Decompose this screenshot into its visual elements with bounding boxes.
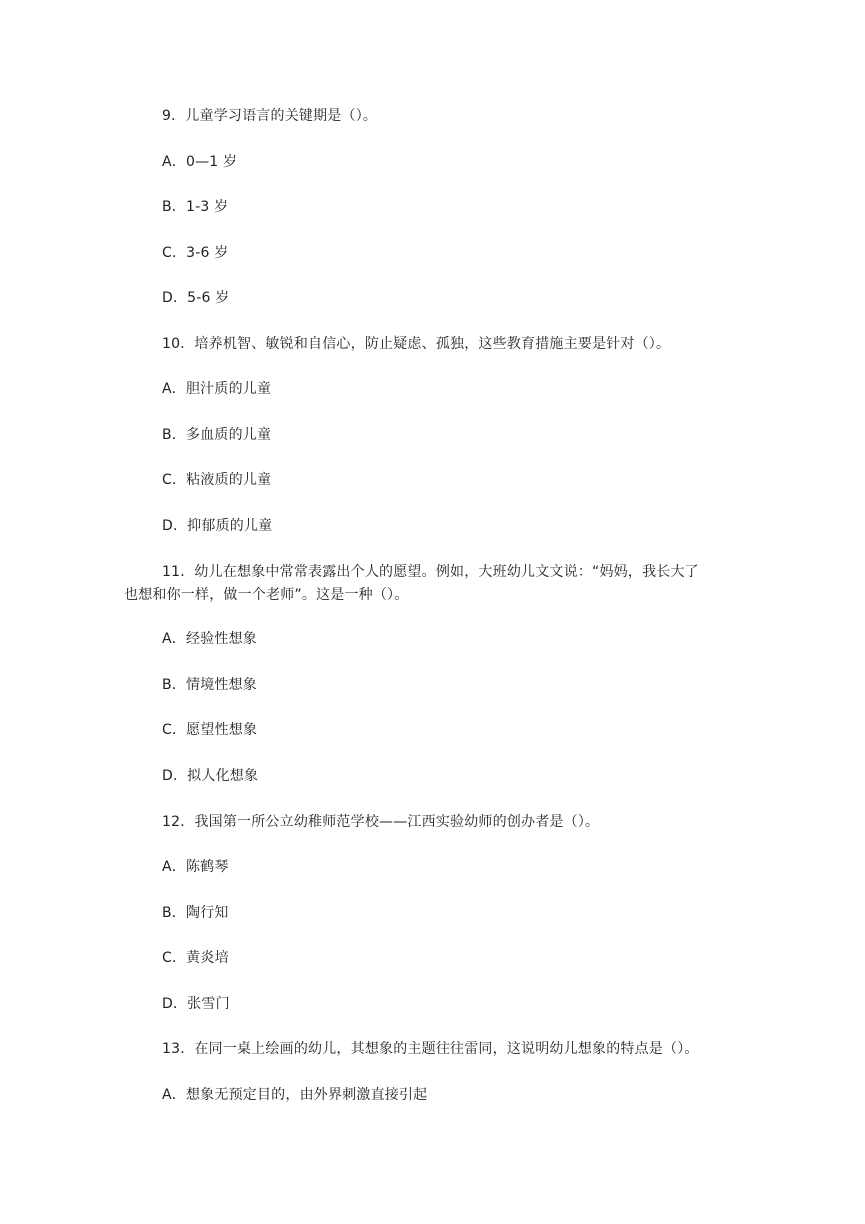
question-9-option-d: D．5-6 岁 — [162, 290, 230, 306]
question-9-option-b: B．1-3 岁 — [162, 199, 229, 215]
question-12-stem: 12．我国第一所公立幼稚师范学校——江西实验幼师的创办者是（）。 — [162, 814, 600, 830]
question-11-stem-line-2: 也想和你一样，做一个老师”。这是一种（）。 — [124, 587, 409, 603]
question-13-stem: 13．在同一桌上绘画的幼儿，其想象的主题往往雷同，这说明幼儿想象的特点是（）。 — [162, 1041, 699, 1057]
question-12-option-b: B．陶行知 — [162, 905, 229, 921]
question-9-stem: 9．儿童学习语言的关键期是（）。 — [162, 108, 378, 124]
question-12-option-c: C．黄炎培 — [162, 950, 229, 966]
question-10-stem: 10．培养机智、敏锐和自信心，防止疑虑、孤独，这些教育措施主要是针对（）。 — [162, 336, 671, 352]
question-11-option-a: A．经验性想象 — [162, 631, 257, 647]
question-12-option-a: A．陈鹤琴 — [162, 859, 229, 875]
question-10-option-b: B．多血质的儿童 — [162, 427, 272, 443]
question-10-option-d: D．抑郁质的儿童 — [162, 518, 273, 534]
question-9-option-a: A．0—1 岁 — [162, 154, 238, 170]
question-11-option-c: C．愿望性想象 — [162, 722, 258, 738]
question-12-option-d: D．张雪门 — [162, 996, 230, 1012]
question-10-option-c: C．粘液质的儿童 — [162, 472, 272, 488]
question-11-stem — [124, 561, 737, 607]
question-9-option-c: C．3-6 岁 — [162, 245, 229, 261]
question-10-option-a: A．胆汁质的儿童 — [162, 381, 272, 397]
question-13-option-a: A．想象无预定目的，由外界刺激直接引起 — [162, 1087, 428, 1103]
question-11-stem-line-1: 11．幼儿在想象中常常表露出个人的愿望。例如，大班幼儿文文说：“妈妈，我长大了 — [162, 564, 699, 580]
question-11-option-d: D．拟人化想象 — [162, 768, 259, 784]
question-11-option-b: B．情境性想象 — [162, 677, 258, 693]
